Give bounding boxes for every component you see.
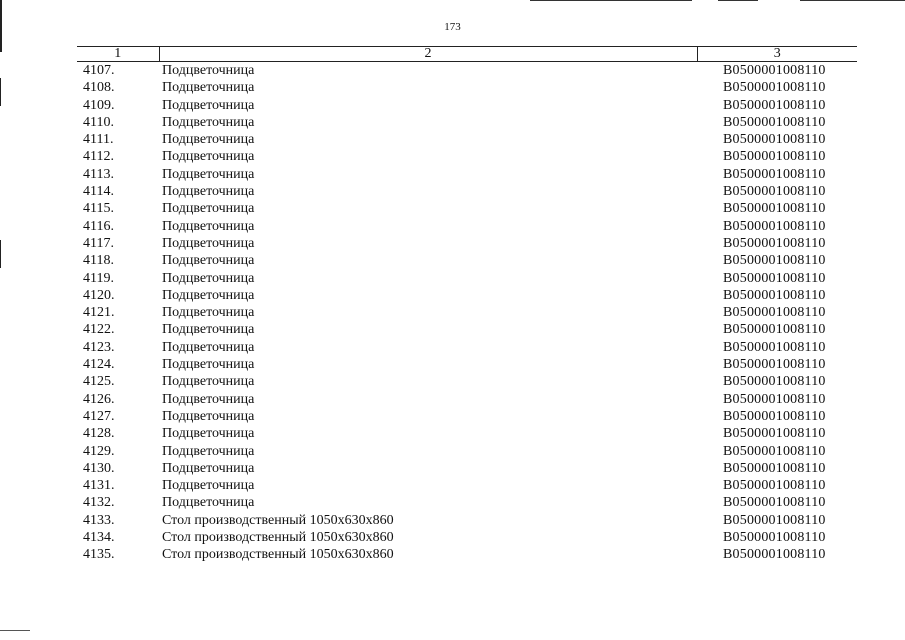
table-row [77, 339, 857, 356]
row-number-cell: 4115. [83, 201, 114, 217]
item-code-cell: B0500001008110 [723, 80, 826, 96]
table-row [77, 131, 857, 148]
scan-margin-mark [0, 630, 30, 631]
item-code-cell: B0500001008110 [723, 270, 826, 286]
page-number: 173 [444, 21, 461, 33]
item-code-cell: B0500001008110 [723, 166, 826, 182]
table-row [77, 183, 857, 200]
scan-margin-mark [0, 78, 1, 106]
item-code-cell: B0500001008110 [723, 201, 826, 217]
table-row [77, 79, 857, 96]
row-number-cell: 4116. [83, 218, 114, 234]
item-code-cell: B0500001008110 [723, 287, 826, 303]
table-row [77, 218, 857, 235]
row-number-cell: 4114. [83, 184, 114, 200]
item-code-cell: B0500001008110 [723, 495, 826, 511]
row-number-cell: 4120. [83, 287, 115, 303]
table-row [77, 287, 857, 304]
row-number-cell: 4135. [83, 547, 115, 563]
item-code-cell: B0500001008110 [723, 478, 826, 494]
item-code-cell: B0500001008110 [723, 114, 826, 130]
table-row [77, 373, 857, 390]
row-number-cell: 4132. [83, 495, 115, 511]
table-row [77, 321, 857, 338]
item-code-cell: B0500001008110 [723, 547, 826, 563]
item-name-cell: Подцветочница [162, 408, 255, 424]
item-name-cell: Подцветочница [162, 114, 255, 130]
item-name-cell: Подцветочница [162, 426, 255, 442]
item-name-cell: Подцветочница [162, 460, 255, 476]
table-row [77, 460, 857, 477]
item-name-cell: Подцветочница [162, 201, 255, 217]
table-row [77, 252, 857, 269]
scan-margin-mark [0, 240, 1, 268]
row-number-cell: 4134. [83, 530, 115, 546]
item-code-cell: B0500001008110 [723, 149, 826, 165]
item-code-cell: B0500001008110 [723, 235, 826, 251]
table-row [77, 494, 857, 511]
table-row [77, 425, 857, 442]
item-name-cell: Подцветочница [162, 149, 255, 165]
row-number-cell: 4130. [83, 460, 115, 476]
row-number-cell: 4129. [83, 443, 115, 459]
table-row [77, 97, 857, 114]
row-number-cell: 4125. [83, 374, 115, 390]
item-code-cell: B0500001008110 [723, 391, 826, 407]
item-name-cell: Подцветочница [162, 218, 255, 234]
item-name-cell: Подцветочница [162, 339, 255, 355]
row-number-cell: 4124. [83, 357, 115, 373]
row-number-cell: 4122. [83, 322, 115, 338]
item-code-cell: B0500001008110 [723, 512, 826, 528]
item-code-cell: B0500001008110 [723, 322, 826, 338]
item-code-cell: B0500001008110 [723, 184, 826, 200]
table-row [77, 166, 857, 183]
item-name-cell: Подцветочница [162, 443, 255, 459]
table-row [77, 356, 857, 373]
scan-edge-line [530, 0, 692, 1]
item-code-cell: B0500001008110 [723, 357, 826, 373]
item-code-cell: B0500001008110 [723, 530, 826, 546]
item-code-cell: B0500001008110 [723, 218, 826, 234]
row-number-cell: 4111. [83, 132, 114, 148]
row-number-cell: 4109. [83, 97, 115, 113]
scan-edge-line [718, 0, 758, 1]
item-code-cell: B0500001008110 [723, 408, 826, 424]
item-name-cell: Подцветочница [162, 287, 255, 303]
item-name-cell: Подцветочница [162, 495, 255, 511]
table-row [77, 304, 857, 321]
row-number-cell: 4121. [83, 305, 115, 321]
row-number-cell: 4127. [83, 408, 115, 424]
table-row [77, 62, 857, 80]
table-row [77, 529, 857, 546]
item-name-cell: Подцветочница [162, 184, 255, 200]
row-number-cell: 4108. [83, 80, 115, 96]
table-row [77, 235, 857, 252]
row-number-cell: 4126. [83, 391, 115, 407]
item-name-cell: Подцветочница [162, 253, 255, 269]
item-name-cell: Подцветочница [162, 97, 255, 113]
item-code-cell: B0500001008110 [723, 305, 826, 321]
item-name-cell: Подцветочница [162, 63, 255, 78]
item-name-cell: Подцветочница [162, 391, 255, 407]
row-number-cell: 4131. [83, 478, 115, 494]
row-number-cell: 4117. [83, 235, 114, 251]
item-name-cell: Подцветочница [162, 322, 255, 338]
table-header-row [77, 47, 857, 62]
item-name-cell: Подцветочница [162, 270, 255, 286]
scan-edge-line [800, 0, 905, 1]
table-row [77, 546, 857, 563]
item-name-cell: Стол производственный 1050x630x860 [162, 530, 394, 546]
item-name-cell: Стол производственный 1050x630x860 [162, 547, 394, 563]
item-code-cell: B0500001008110 [723, 132, 826, 148]
item-name-cell: Подцветочница [162, 305, 255, 321]
table-row [77, 477, 857, 494]
item-code-cell: B0500001008110 [723, 253, 826, 269]
item-name-cell: Подцветочница [162, 235, 255, 251]
table-row [77, 408, 857, 425]
item-code-cell: B0500001008110 [723, 97, 826, 113]
item-name-cell: Подцветочница [162, 80, 255, 96]
item-name-cell: Подцветочница [162, 357, 255, 373]
row-number-cell: 4119. [83, 270, 114, 286]
table-row [77, 512, 857, 529]
row-number-cell: 4128. [83, 426, 115, 442]
column-header-name: 2 [159, 47, 697, 62]
column-header-number: 1 [77, 47, 159, 62]
row-number-cell: 4133. [83, 512, 115, 528]
item-name-cell: Подцветочница [162, 374, 255, 390]
item-code-cell: B0500001008110 [723, 374, 826, 390]
row-number-cell: 4123. [83, 339, 115, 355]
inventory-table [77, 46, 857, 564]
item-name-cell: Стол производственный 1050x630x860 [162, 512, 394, 528]
row-number-cell: 4113. [83, 166, 114, 182]
item-code-cell: B0500001008110 [723, 426, 826, 442]
row-number-cell: 4118. [83, 253, 114, 269]
item-name-cell: Подцветочница [162, 166, 255, 182]
item-code-cell: B0500001008110 [723, 443, 826, 459]
table-row [77, 200, 857, 217]
row-number-cell: 4107. [83, 63, 115, 78]
table-row [77, 391, 857, 408]
table-row [77, 443, 857, 460]
table-row [77, 270, 857, 287]
item-name-cell: Подцветочница [162, 478, 255, 494]
item-name-cell: Подцветочница [162, 132, 255, 148]
table-body [77, 62, 857, 564]
row-number-cell: 4112. [83, 149, 114, 165]
item-code-cell: B0500001008110 [723, 63, 826, 78]
table-row [77, 148, 857, 165]
item-code-cell: B0500001008110 [723, 460, 826, 476]
item-code-cell: B0500001008110 [723, 339, 826, 355]
table-row [77, 114, 857, 131]
column-header-code: 3 [697, 47, 857, 62]
row-number-cell: 4110. [83, 114, 114, 130]
